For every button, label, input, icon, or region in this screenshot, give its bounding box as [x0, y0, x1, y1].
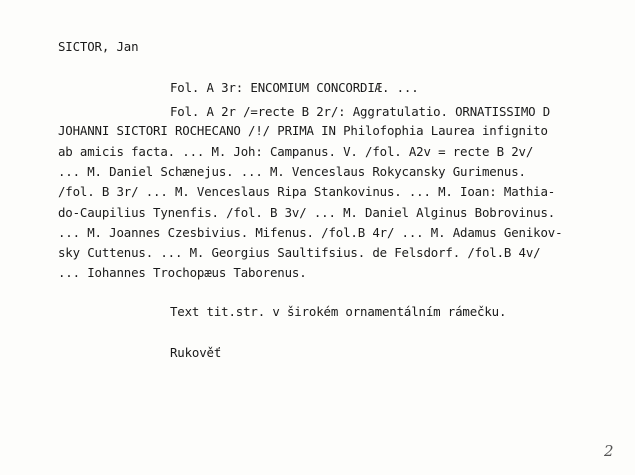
source-reference: Rukověť [170, 345, 222, 360]
body-line-3: JOHANNI SICTORI ROCHECANO /!/ PRIMA IN Philofophia Laurea infignito [58, 123, 548, 138]
body-line-7: do-Caupilius Tynenfis. /fol. B 3v/ ... M. Daniel Alginus Bobrovinus. [58, 205, 556, 220]
body-line-9: sky Cuttenus. ... M. Georgius Saultifsius. de Felsdorf. /fol.B 4v/ [58, 245, 541, 260]
body-line-10: ... Iohannes Trochopæus Taborenus. [58, 265, 307, 280]
physical-description-note: Text tit.str. v širokém ornamentálním rámečku. [170, 304, 507, 319]
body-line-4: ab amicis facta. ... M. Joh: Campanus. V. /fol. A2v = recte B 2v/ [58, 144, 534, 159]
body-line-1: Fol. A 3r: ENCOMIUM CONCORDIÆ. ... [170, 80, 419, 95]
body-line-8: ... M. Joannes Czesbivius. Mifenus. /fol.B 4r/ ... M. Adamus Genikov- [58, 225, 563, 240]
body-line-2: Fol. A 2r /=recte B 2r/: Aggratulatio. ORNATISSIMO D [170, 104, 551, 119]
body-line-6: /fol. B 3r/ ... M. Venceslaus Ripa Stankovinus. ... M. Ioan: Mathia- [58, 184, 556, 199]
body-line-5: ... M. Daniel Schænejus. ... M. Venceslaus Rokycansky Gurimenus. [58, 164, 526, 179]
corner-mark: 2 [604, 442, 614, 460]
card-heading: SICTOR, Jan [58, 39, 139, 54]
